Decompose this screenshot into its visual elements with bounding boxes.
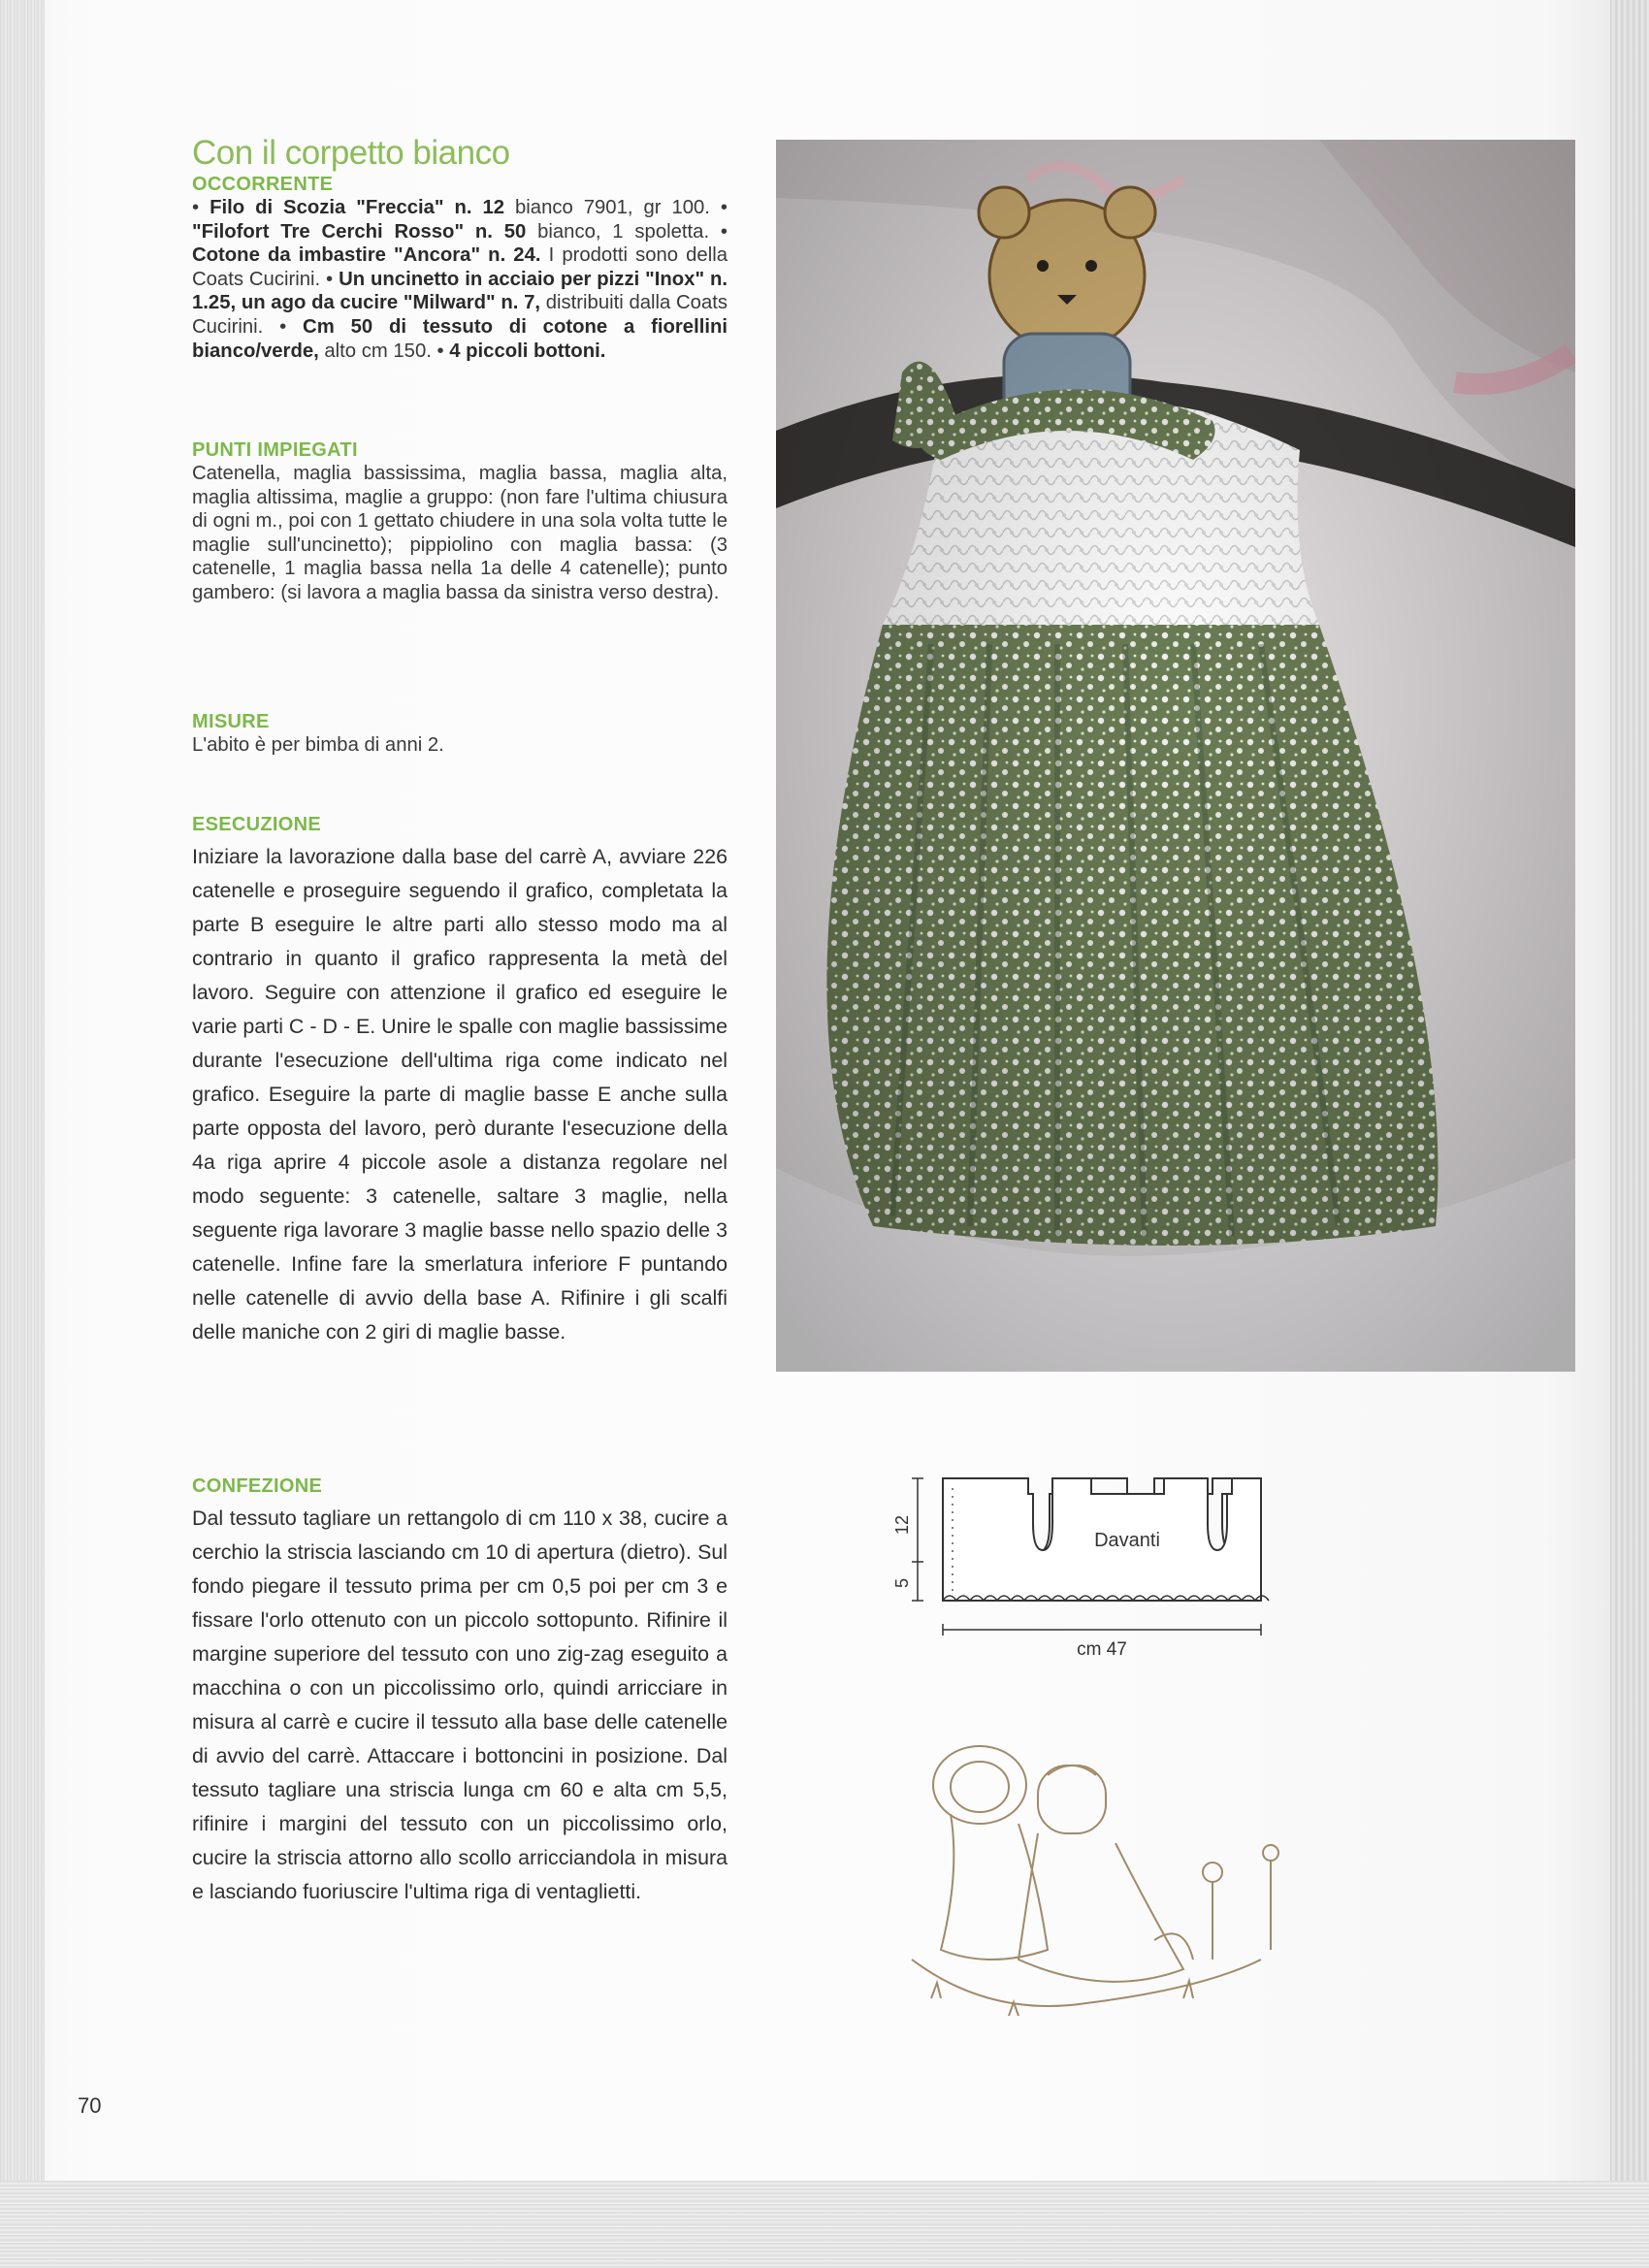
section-punti bbox=[192, 438, 728, 605]
heading-punti: PUNTI IMPIEGATI bbox=[192, 439, 358, 461]
occorrente-run: Un uncinetto in acciaio per pizzi "Inox" n. 1.25, un ago da cucire "Milward" n. 7, bbox=[192, 268, 728, 314]
heading-misure: MISURE bbox=[192, 711, 270, 732]
confezione-text: Dal tessuto tagliare un rettangolo di cm 110 x 38, cucire a cerchio la striscia lasciando cm 10 di apertura (dietro). Sul fondo piegare il tessuto prima per cm 0,5 poi per cm 3 e fissare l'orlo ottenuto con un piccolo sottopunto. Rifinire il margine superiore del tessuto con uno zig-zag eseguito a macchina o con un piccolissimo orlo, quindi arricciare in misura al carrè e cucire il tessuto alla base delle catenelle di avvio del carrè. Attaccare i bottoncini in posizione. Dal tessuto tagliare una striscia lunga cm 60 e alta cm 5,5, rifinire i margini del tessuto con un piccolissimo orlo, cucire la striscia attorno allo scollo arricciandola in misura e lasciando fuoriuscire l'ultima riga di ventaglietti. bbox=[192, 1507, 728, 1903]
section-confezione bbox=[192, 1474, 728, 1909]
text-column bbox=[192, 134, 728, 1903]
front-label: Davanti bbox=[1094, 1530, 1160, 1551]
occorrente-run: 4 piccoli bottoni. bbox=[449, 340, 606, 362]
page-title: Con il corpetto bianco bbox=[192, 134, 510, 172]
page-binding bbox=[0, 0, 45, 2268]
section-misure bbox=[192, 710, 728, 758]
esecuzione-text: Iniziare la lavorazione dalla base del carrè A, avviare 226 catenelle e proseguire seguendo il grafico, completata la parte B eseguire le altre parti allo stesso modo ma al contrario in quanto il grafico rappresenta la metà del lavoro. Seguire con attenzione il grafico ed eseguire le varie parti C - D - E. Unire le spalle con maglie bassissime durante l'esecuzione dell'ultima riga come indicato nel grafico. Eseguire la parte di maglie basse E anche sulla parte opposta del lavoro, però durante l'esecuzione della 4a riga aprire 4 piccole asole a distanza regolare nel modo seguente: 3 catenelle, saltare 3 maglie, nella seguente riga lavorare 3 maglie basse nello spazio delle 3 catenelle. Infine fare la smerlatura inferiore F puntando nelle catenelle di avvio della base A. Rifinire i gli scalfi delle maniche con 2 giri di maglie basse. bbox=[192, 845, 728, 1344]
page-number: 70 bbox=[78, 2093, 102, 2118]
occorrente-run: Cm 50 di tessuto di cotone a fiorellini bianco/verde, bbox=[192, 315, 728, 362]
page-edge-right bbox=[1610, 0, 1649, 2268]
schematic-diagram bbox=[873, 1465, 1319, 1659]
height-bottom-label: 5 bbox=[892, 1577, 912, 1589]
children-illustration bbox=[892, 1727, 1319, 2037]
occorrente-run: "Filofort Tre Cerchi Rosso" n. 50 bbox=[192, 220, 527, 243]
occorrente-run: • bbox=[192, 197, 210, 218]
heading-occorrente: OCCORRENTE bbox=[192, 174, 334, 195]
pattern-schematic bbox=[873, 1465, 1319, 1659]
decorative-drawing-icon bbox=[892, 1727, 1319, 2037]
page-edge-bottom bbox=[0, 2181, 1649, 2268]
occorrente-run: distribuiti dalla Coats Cucirini. • bbox=[192, 292, 728, 338]
occorrente-run: bianco, 1 spoletta. • bbox=[526, 220, 728, 243]
occorrente-run: Cotone da imbastire "Ancora" n. 24. bbox=[192, 244, 541, 267]
section-occorrente bbox=[192, 173, 728, 363]
dress-photo bbox=[776, 140, 1575, 1372]
punti-text: Catenella, maglia bassissima, maglia bassa, maglia alta, maglia altissima, maglie a gruppo: (non fare l'ultima chiusura di ogni m., poi con 1 gettato chiudere in una sola volta tutte le maglie sull'uncinetto); pippiolino con maglia bassa: (3 catenelle, 1 maglia bassa nella 1a delle 4 catenelle); punto gambero: (si lavora a maglia bassa da sinistra verso destra). bbox=[192, 463, 728, 603]
occorrente-run: alto cm 150. • bbox=[318, 340, 450, 362]
occorrente-run: bianco 7901, gr 100. • bbox=[504, 197, 728, 218]
occorrente-text bbox=[192, 196, 728, 363]
misure-text: L'abito è per bimba di anni 2. bbox=[192, 734, 444, 756]
height-top-label: 12 bbox=[892, 1514, 912, 1536]
occorrente-run: Filo di Scozia "Freccia" n. 12 bbox=[210, 197, 505, 218]
heading-confezione: CONFEZIONE bbox=[192, 1475, 323, 1497]
width-label: cm 47 bbox=[1077, 1639, 1127, 1659]
dress-photo-image bbox=[776, 140, 1575, 1372]
occorrente-run: I prodotti sono della Coats Cucirini. • bbox=[192, 244, 728, 290]
heading-esecuzione: ESECUZIONE bbox=[192, 814, 322, 835]
section-esecuzione bbox=[192, 813, 728, 1349]
